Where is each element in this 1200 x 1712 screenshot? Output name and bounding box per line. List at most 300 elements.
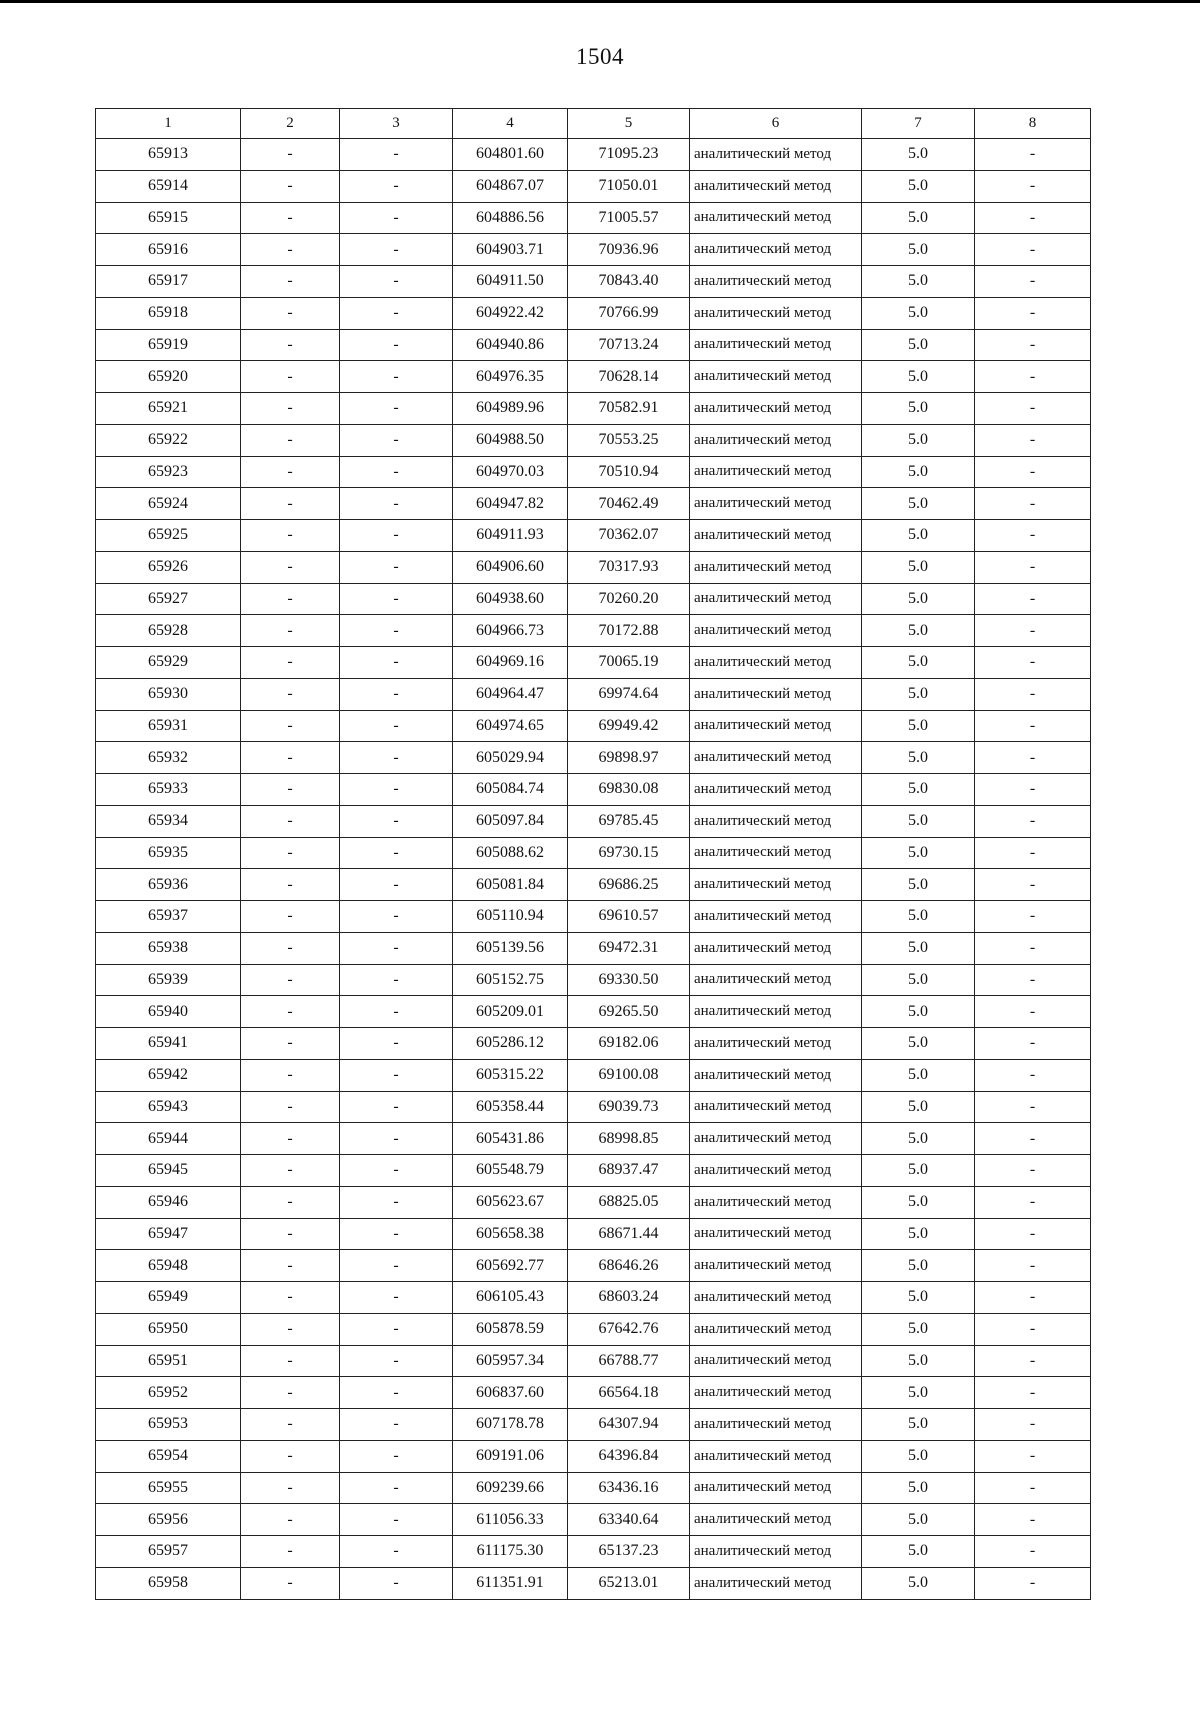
- cell-x-coordinate: 605315.22: [453, 1059, 568, 1091]
- cell-point-number: 65958: [96, 1567, 241, 1599]
- column-header: 1: [96, 109, 241, 139]
- column-header: 2: [241, 109, 340, 139]
- table-row: [96, 1313, 1091, 1345]
- cell-col3-value: -: [340, 1377, 453, 1409]
- cell-col2-value: -: [241, 1440, 340, 1472]
- cell-accuracy: 5.0: [862, 901, 975, 933]
- cell-y-coordinate: 70766.99: [568, 297, 690, 329]
- cell-col8-value: -: [975, 869, 1091, 901]
- cell-col3-value: -: [340, 1282, 453, 1314]
- cell-x-coordinate: 611351.91: [453, 1567, 568, 1599]
- table-row: [96, 774, 1091, 806]
- column-header: 3: [340, 109, 453, 139]
- cell-point-number: 65923: [96, 456, 241, 488]
- table-row: [96, 170, 1091, 202]
- cell-x-coordinate: 604938.60: [453, 583, 568, 615]
- cell-col2-value: -: [241, 1313, 340, 1345]
- cell-x-coordinate: 604976.35: [453, 361, 568, 393]
- cell-col8-value: -: [975, 615, 1091, 647]
- cell-point-number: 65931: [96, 710, 241, 742]
- cell-method: аналитический метод: [690, 456, 862, 488]
- cell-method: аналитический метод: [690, 901, 862, 933]
- cell-y-coordinate: 67642.76: [568, 1313, 690, 1345]
- cell-col2-value: -: [241, 488, 340, 520]
- cell-point-number: 65955: [96, 1472, 241, 1504]
- cell-method: аналитический метод: [690, 1218, 862, 1250]
- cell-point-number: 65929: [96, 647, 241, 679]
- cell-method: аналитический метод: [690, 170, 862, 202]
- cell-y-coordinate: 70936.96: [568, 234, 690, 266]
- cell-point-number: 65944: [96, 1123, 241, 1155]
- cell-x-coordinate: 604947.82: [453, 488, 568, 520]
- cell-y-coordinate: 71050.01: [568, 170, 690, 202]
- cell-method: аналитический метод: [690, 1409, 862, 1441]
- cell-col2-value: -: [241, 647, 340, 679]
- cell-accuracy: 5.0: [862, 742, 975, 774]
- table-row: [96, 1409, 1091, 1441]
- cell-accuracy: 5.0: [862, 551, 975, 583]
- cell-col2-value: -: [241, 456, 340, 488]
- cell-method: аналитический метод: [690, 1282, 862, 1314]
- table-row: [96, 742, 1091, 774]
- cell-col8-value: -: [975, 202, 1091, 234]
- cell-col8-value: -: [975, 1155, 1091, 1187]
- cell-method: аналитический метод: [690, 1123, 862, 1155]
- column-header: 8: [975, 109, 1091, 139]
- cell-accuracy: 5.0: [862, 1123, 975, 1155]
- table-row: [96, 234, 1091, 266]
- cell-col8-value: -: [975, 742, 1091, 774]
- cell-x-coordinate: 606105.43: [453, 1282, 568, 1314]
- table-row: [96, 647, 1091, 679]
- cell-method: аналитический метод: [690, 1567, 862, 1599]
- table-row: [96, 1440, 1091, 1472]
- cell-point-number: 65937: [96, 901, 241, 933]
- cell-point-number: 65917: [96, 266, 241, 298]
- table-row: [96, 1186, 1091, 1218]
- cell-col2-value: -: [241, 551, 340, 583]
- cell-col3-value: -: [340, 1536, 453, 1568]
- table-row: [96, 615, 1091, 647]
- coordinates-table-container: [95, 108, 1090, 1600]
- cell-col2-value: -: [241, 170, 340, 202]
- cell-accuracy: 5.0: [862, 1536, 975, 1568]
- cell-col3-value: -: [340, 678, 453, 710]
- table-row: [96, 329, 1091, 361]
- cell-col8-value: -: [975, 996, 1091, 1028]
- cell-col2-value: -: [241, 774, 340, 806]
- table-row: [96, 964, 1091, 996]
- cell-col8-value: -: [975, 139, 1091, 171]
- cell-method: аналитический метод: [690, 1504, 862, 1536]
- cell-col3-value: -: [340, 1504, 453, 1536]
- cell-col3-value: -: [340, 1440, 453, 1472]
- cell-y-coordinate: 69610.57: [568, 901, 690, 933]
- cell-method: аналитический метод: [690, 964, 862, 996]
- cell-col8-value: -: [975, 488, 1091, 520]
- cell-point-number: 65925: [96, 520, 241, 552]
- cell-x-coordinate: 605110.94: [453, 901, 568, 933]
- cell-col8-value: -: [975, 964, 1091, 996]
- cell-method: аналитический метод: [690, 1536, 862, 1568]
- cell-col3-value: -: [340, 1218, 453, 1250]
- cell-method: аналитический метод: [690, 1472, 862, 1504]
- cell-x-coordinate: 607178.78: [453, 1409, 568, 1441]
- cell-x-coordinate: 604922.42: [453, 297, 568, 329]
- cell-col3-value: -: [340, 520, 453, 552]
- cell-y-coordinate: 68825.05: [568, 1186, 690, 1218]
- cell-y-coordinate: 64396.84: [568, 1440, 690, 1472]
- cell-col3-value: -: [340, 583, 453, 615]
- cell-col3-value: -: [340, 647, 453, 679]
- table-row: [96, 1218, 1091, 1250]
- cell-x-coordinate: 609191.06: [453, 1440, 568, 1472]
- cell-point-number: 65943: [96, 1091, 241, 1123]
- cell-col3-value: -: [340, 1250, 453, 1282]
- cell-accuracy: 5.0: [862, 361, 975, 393]
- table-row: [96, 837, 1091, 869]
- cell-accuracy: 5.0: [862, 1028, 975, 1060]
- cell-method: аналитический метод: [690, 583, 862, 615]
- cell-point-number: 65951: [96, 1345, 241, 1377]
- cell-x-coordinate: 605548.79: [453, 1155, 568, 1187]
- cell-accuracy: 5.0: [862, 1155, 975, 1187]
- table-row: [96, 1155, 1091, 1187]
- cell-col2-value: -: [241, 805, 340, 837]
- cell-y-coordinate: 63436.16: [568, 1472, 690, 1504]
- cell-col8-value: -: [975, 170, 1091, 202]
- table-body: [96, 139, 1091, 1600]
- cell-accuracy: 5.0: [862, 202, 975, 234]
- cell-x-coordinate: 605431.86: [453, 1123, 568, 1155]
- cell-y-coordinate: 70510.94: [568, 456, 690, 488]
- cell-x-coordinate: 604969.16: [453, 647, 568, 679]
- cell-point-number: 65924: [96, 488, 241, 520]
- cell-x-coordinate: 605692.77: [453, 1250, 568, 1282]
- cell-x-coordinate: 606837.60: [453, 1377, 568, 1409]
- cell-x-coordinate: 604911.93: [453, 520, 568, 552]
- cell-accuracy: 5.0: [862, 932, 975, 964]
- cell-y-coordinate: 69830.08: [568, 774, 690, 806]
- column-header: 6: [690, 109, 862, 139]
- cell-x-coordinate: 605358.44: [453, 1091, 568, 1123]
- cell-x-coordinate: 604911.50: [453, 266, 568, 298]
- table-row: [96, 1028, 1091, 1060]
- cell-col3-value: -: [340, 170, 453, 202]
- cell-col3-value: -: [340, 139, 453, 171]
- cell-method: аналитический метод: [690, 1313, 862, 1345]
- cell-y-coordinate: 65213.01: [568, 1567, 690, 1599]
- cell-col8-value: -: [975, 1091, 1091, 1123]
- cell-col2-value: -: [241, 329, 340, 361]
- cell-col3-value: -: [340, 329, 453, 361]
- cell-point-number: 65952: [96, 1377, 241, 1409]
- cell-col3-value: -: [340, 1155, 453, 1187]
- cell-col3-value: -: [340, 901, 453, 933]
- table-row: [96, 456, 1091, 488]
- cell-col2-value: -: [241, 869, 340, 901]
- cell-col3-value: -: [340, 615, 453, 647]
- cell-x-coordinate: 605139.56: [453, 932, 568, 964]
- cell-y-coordinate: 64307.94: [568, 1409, 690, 1441]
- cell-y-coordinate: 69039.73: [568, 1091, 690, 1123]
- cell-point-number: 65940: [96, 996, 241, 1028]
- cell-y-coordinate: 70172.88: [568, 615, 690, 647]
- cell-col8-value: -: [975, 1218, 1091, 1250]
- cell-col2-value: -: [241, 1250, 340, 1282]
- cell-accuracy: 5.0: [862, 869, 975, 901]
- table-row: [96, 1123, 1091, 1155]
- cell-point-number: 65941: [96, 1028, 241, 1060]
- cell-y-coordinate: 68671.44: [568, 1218, 690, 1250]
- cell-point-number: 65913: [96, 139, 241, 171]
- column-header: 7: [862, 109, 975, 139]
- cell-point-number: 65950: [96, 1313, 241, 1345]
- cell-col3-value: -: [340, 234, 453, 266]
- cell-col3-value: -: [340, 1409, 453, 1441]
- cell-point-number: 65949: [96, 1282, 241, 1314]
- cell-y-coordinate: 71005.57: [568, 202, 690, 234]
- cell-accuracy: 5.0: [862, 1059, 975, 1091]
- table-row: [96, 1567, 1091, 1599]
- cell-y-coordinate: 70065.19: [568, 647, 690, 679]
- table-row: [96, 202, 1091, 234]
- cell-x-coordinate: 605088.62: [453, 837, 568, 869]
- cell-x-coordinate: 604903.71: [453, 234, 568, 266]
- cell-point-number: 65926: [96, 551, 241, 583]
- table-row: [96, 393, 1091, 425]
- cell-accuracy: 5.0: [862, 1377, 975, 1409]
- cell-method: аналитический метод: [690, 424, 862, 456]
- cell-col3-value: -: [340, 1028, 453, 1060]
- cell-col3-value: -: [340, 266, 453, 298]
- cell-col8-value: -: [975, 1472, 1091, 1504]
- cell-y-coordinate: 69472.31: [568, 932, 690, 964]
- table-row: [96, 139, 1091, 171]
- cell-y-coordinate: 70582.91: [568, 393, 690, 425]
- table-row: [96, 932, 1091, 964]
- cell-point-number: 65916: [96, 234, 241, 266]
- cell-accuracy: 5.0: [862, 393, 975, 425]
- cell-col2-value: -: [241, 1123, 340, 1155]
- cell-col2-value: -: [241, 1377, 340, 1409]
- table-row: [96, 488, 1091, 520]
- cell-point-number: 65932: [96, 742, 241, 774]
- table-row: [96, 1472, 1091, 1504]
- cell-x-coordinate: 604867.07: [453, 170, 568, 202]
- cell-col3-value: -: [340, 361, 453, 393]
- cell-y-coordinate: 68603.24: [568, 1282, 690, 1314]
- cell-col3-value: -: [340, 1123, 453, 1155]
- cell-point-number: 65927: [96, 583, 241, 615]
- cell-y-coordinate: 69182.06: [568, 1028, 690, 1060]
- cell-col2-value: -: [241, 1282, 340, 1314]
- cell-method: аналитический метод: [690, 1186, 862, 1218]
- cell-y-coordinate: 68998.85: [568, 1123, 690, 1155]
- cell-x-coordinate: 609239.66: [453, 1472, 568, 1504]
- table-row: [96, 1059, 1091, 1091]
- cell-col8-value: -: [975, 234, 1091, 266]
- cell-accuracy: 5.0: [862, 1504, 975, 1536]
- cell-accuracy: 5.0: [862, 1313, 975, 1345]
- cell-col2-value: -: [241, 615, 340, 647]
- cell-point-number: 65921: [96, 393, 241, 425]
- cell-col2-value: -: [241, 1409, 340, 1441]
- table-row: [96, 1377, 1091, 1409]
- cell-method: аналитический метод: [690, 805, 862, 837]
- cell-x-coordinate: 604801.60: [453, 139, 568, 171]
- cell-y-coordinate: 70713.24: [568, 329, 690, 361]
- cell-col3-value: -: [340, 488, 453, 520]
- cell-col2-value: -: [241, 932, 340, 964]
- cell-point-number: 65928: [96, 615, 241, 647]
- page-number: 1504: [576, 44, 624, 69]
- cell-col2-value: -: [241, 520, 340, 552]
- cell-col8-value: -: [975, 1059, 1091, 1091]
- cell-accuracy: 5.0: [862, 774, 975, 806]
- cell-point-number: 65914: [96, 170, 241, 202]
- table-row: [96, 678, 1091, 710]
- cell-point-number: 65942: [96, 1059, 241, 1091]
- cell-y-coordinate: 69265.50: [568, 996, 690, 1028]
- cell-col8-value: -: [975, 647, 1091, 679]
- cell-method: аналитический метод: [690, 1250, 862, 1282]
- cell-method: аналитический метод: [690, 1155, 862, 1187]
- cell-y-coordinate: 70843.40: [568, 266, 690, 298]
- cell-point-number: 65939: [96, 964, 241, 996]
- cell-accuracy: 5.0: [862, 678, 975, 710]
- cell-accuracy: 5.0: [862, 837, 975, 869]
- cell-accuracy: 5.0: [862, 710, 975, 742]
- cell-point-number: 65918: [96, 297, 241, 329]
- cell-col3-value: -: [340, 1091, 453, 1123]
- cell-x-coordinate: 605084.74: [453, 774, 568, 806]
- cell-col2-value: -: [241, 393, 340, 425]
- cell-y-coordinate: 69686.25: [568, 869, 690, 901]
- cell-col3-value: -: [340, 202, 453, 234]
- cell-method: аналитический метод: [690, 1345, 862, 1377]
- cell-col3-value: -: [340, 710, 453, 742]
- cell-col2-value: -: [241, 361, 340, 393]
- table-row: [96, 869, 1091, 901]
- cell-accuracy: 5.0: [862, 805, 975, 837]
- cell-col8-value: -: [975, 1440, 1091, 1472]
- cell-col2-value: -: [241, 1186, 340, 1218]
- cell-accuracy: 5.0: [862, 647, 975, 679]
- cell-x-coordinate: 605623.67: [453, 1186, 568, 1218]
- cell-y-coordinate: 65137.23: [568, 1536, 690, 1568]
- cell-point-number: 65930: [96, 678, 241, 710]
- cell-x-coordinate: 604966.73: [453, 615, 568, 647]
- cell-method: аналитический метод: [690, 488, 862, 520]
- cell-col2-value: -: [241, 297, 340, 329]
- cell-col2-value: -: [241, 742, 340, 774]
- cell-y-coordinate: 68646.26: [568, 1250, 690, 1282]
- cell-y-coordinate: 70553.25: [568, 424, 690, 456]
- cell-y-coordinate: 69898.97: [568, 742, 690, 774]
- cell-point-number: 65935: [96, 837, 241, 869]
- table-row: [96, 297, 1091, 329]
- cell-point-number: 65933: [96, 774, 241, 806]
- cell-col8-value: -: [975, 1345, 1091, 1377]
- cell-col3-value: -: [340, 1345, 453, 1377]
- cell-accuracy: 5.0: [862, 297, 975, 329]
- cell-method: аналитический метод: [690, 774, 862, 806]
- cell-point-number: 65915: [96, 202, 241, 234]
- cell-col2-value: -: [241, 1345, 340, 1377]
- table-row: [96, 361, 1091, 393]
- cell-col2-value: -: [241, 1091, 340, 1123]
- cell-col2-value: -: [241, 996, 340, 1028]
- cell-method: аналитический метод: [690, 1028, 862, 1060]
- cell-col8-value: -: [975, 424, 1091, 456]
- cell-point-number: 65954: [96, 1440, 241, 1472]
- cell-col3-value: -: [340, 551, 453, 583]
- cell-method: аналитический метод: [690, 869, 862, 901]
- cell-col3-value: -: [340, 932, 453, 964]
- cell-col2-value: -: [241, 837, 340, 869]
- cell-x-coordinate: 605209.01: [453, 996, 568, 1028]
- cell-method: аналитический метод: [690, 647, 862, 679]
- table-row: [96, 1504, 1091, 1536]
- cell-method: аналитический метод: [690, 615, 862, 647]
- cell-col8-value: -: [975, 1186, 1091, 1218]
- scan-top-border: [0, 0, 1200, 3]
- cell-point-number: 65920: [96, 361, 241, 393]
- cell-point-number: 65953: [96, 1409, 241, 1441]
- cell-accuracy: 5.0: [862, 329, 975, 361]
- cell-x-coordinate: 611056.33: [453, 1504, 568, 1536]
- cell-col3-value: -: [340, 996, 453, 1028]
- cell-col2-value: -: [241, 1059, 340, 1091]
- cell-x-coordinate: 604964.47: [453, 678, 568, 710]
- table-row: [96, 1091, 1091, 1123]
- cell-col8-value: -: [975, 805, 1091, 837]
- cell-x-coordinate: 611175.30: [453, 1536, 568, 1568]
- cell-col8-value: -: [975, 901, 1091, 933]
- cell-col8-value: -: [975, 1377, 1091, 1409]
- table-row: [96, 805, 1091, 837]
- table-row: [96, 266, 1091, 298]
- cell-accuracy: 5.0: [862, 996, 975, 1028]
- cell-x-coordinate: 605152.75: [453, 964, 568, 996]
- cell-point-number: 65948: [96, 1250, 241, 1282]
- cell-accuracy: 5.0: [862, 964, 975, 996]
- cell-x-coordinate: 605029.94: [453, 742, 568, 774]
- cell-x-coordinate: 605286.12: [453, 1028, 568, 1060]
- cell-col3-value: -: [340, 1472, 453, 1504]
- cell-col2-value: -: [241, 964, 340, 996]
- cell-col3-value: -: [340, 964, 453, 996]
- cell-col8-value: -: [975, 774, 1091, 806]
- coordinates-table: [95, 108, 1091, 1600]
- cell-method: аналитический метод: [690, 393, 862, 425]
- cell-y-coordinate: 70462.49: [568, 488, 690, 520]
- cell-y-coordinate: 70260.20: [568, 583, 690, 615]
- table-row: [96, 1536, 1091, 1568]
- cell-col3-value: -: [340, 1186, 453, 1218]
- cell-y-coordinate: 69330.50: [568, 964, 690, 996]
- cell-accuracy: 5.0: [862, 615, 975, 647]
- cell-col3-value: -: [340, 1313, 453, 1345]
- cell-col8-value: -: [975, 1123, 1091, 1155]
- cell-y-coordinate: 63340.64: [568, 1504, 690, 1536]
- cell-point-number: 65947: [96, 1218, 241, 1250]
- table-row: [96, 1250, 1091, 1282]
- cell-col8-value: -: [975, 393, 1091, 425]
- cell-col2-value: -: [241, 1155, 340, 1187]
- cell-y-coordinate: 69785.45: [568, 805, 690, 837]
